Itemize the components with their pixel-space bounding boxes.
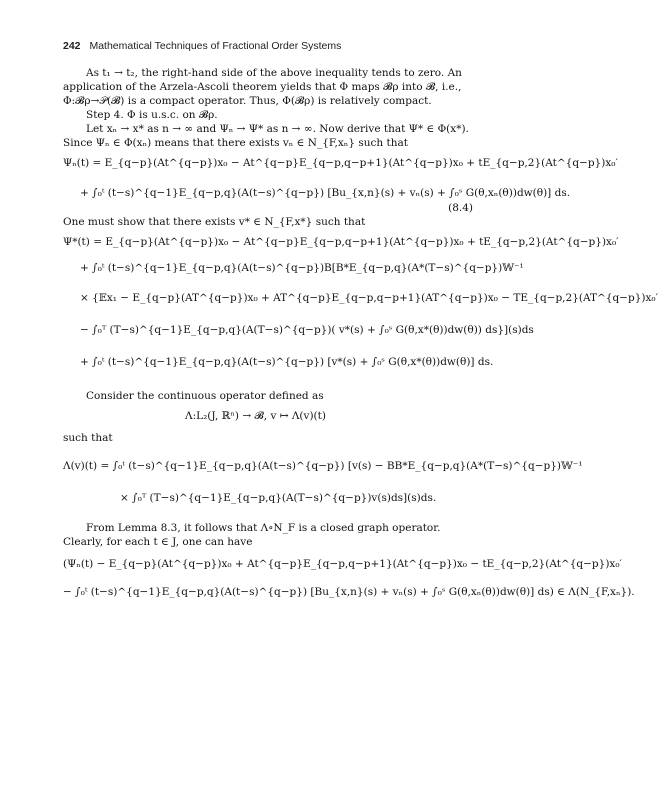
text-line-l7: Ψₙ(t) = E_{q−p}(At^{q−p})x₀ − At^{q−p}E_{q−p,q−p+1}(At^{q−p})x₀ + tE_{q−p,2}(At^{q−p})x₀′ [63, 157, 618, 169]
text-line-l21: Clearly, for each t ∈ J, one can have [63, 536, 253, 548]
text-line-l20: From Lemma 8.3, it follows that Λ∘N_F is a closed graph operator. [86, 522, 441, 534]
text-line-l23: − ∫₀ᵗ (t−s)^{q−1}E_{q−p,q}(A(t−s)^{q−p}) [Bu_{x,n}(s) + vₙ(s) + ∫₀ˢ G(θ,xₙ(θ))dw(θ)] ds) ∈ Λ(N_{F,xₙ}). [63, 586, 635, 598]
text-line-l10: Ψ*(t) = E_{q−p}(At^{q−p})x₀ − At^{q−p}E_{q−p,q−p+1}(At^{q−p})x₀ + tE_{q−p,2}(At^{q−p})x₀′ [63, 236, 619, 248]
text-line-l14: + ∫₀ᵗ (t−s)^{q−1}E_{q−p,q}(A(t−s)^{q−p}) [v*(s) + ∫₀ˢ G(θ,x*(θ))dw(θ)] ds. [80, 356, 494, 368]
text-line-l12: × {𝔼x₁ − E_{q−p}(AT^{q−p})x₀ + AT^{q−p}E_{q−p,q−p+1}(AT^{q−p})x₀ − TE_{q−p,2}(AT^{q−p})x₀′ [80, 292, 658, 304]
text-line-l5: Let xₙ → x* as n → ∞ and Ψₙ → Ψ* as n → ∞. Now derive that Ψ* ∈ Φ(x*). [86, 123, 469, 135]
text-line-l3: Φ:𝓑ρ→𝒫(𝓑) is a compact operator. Thus, Φ(𝓑ρ) is relatively compact. [63, 95, 432, 107]
text-line-l1: As t₁ → t₂, the right-hand side of the above inequality tends to zero. An [86, 67, 462, 79]
text-line-l18: Λ(v)(t) = ∫₀ᵗ (t−s)^{q−1}E_{q−p,q}(A(t−s)^{q−p}) [v(s) − BB*E_{q−p,q}(A*(T−s)^{q−p})𝕎⁻¹ [63, 460, 583, 472]
text-line-l13: − ∫₀ᵀ (T−s)^{q−1}E_{q−p,q}(A(T−s)^{q−p})( v*(s) + ∫₀ˢ G(θ,x*(θ))dw(θ)) ds}](s)ds [80, 324, 534, 336]
text-line-l19: × ∫₀ᵀ (T−s)^{q−1}E_{q−p,q}(A(T−s)^{q−p})v(s)ds](s)ds. [120, 492, 437, 504]
text-line-l9: One must show that there exists v* ∈ N_{F,x*} such that [63, 216, 366, 228]
text-line-l17: such that [63, 432, 113, 444]
text-line-l8: + ∫₀ᵗ (t−s)^{q−1}E_{q−p,q}(A(t−s)^{q−p}) [Bu_{x,n}(s) + vₙ(s) + ∫₀ˢ G(θ,xₙ(θ))dw(θ)] ds. [80, 187, 571, 199]
running-header [63, 40, 341, 52]
running-title: Mathematical Techniques of Fractional Order Systems [89, 40, 342, 52]
text-line-l6: Since Ψₙ ∈ Φ(xₙ) means that there exists vₙ ∈ N_{F,xₙ} such that [63, 137, 408, 149]
text-line-l4: Step 4. Φ is u.s.c. on 𝓑ρ. [86, 109, 218, 121]
text-line-l16: Λ:L₂(J, ℝⁿ) → 𝓑, v ↦ Λ(v)(t) [185, 410, 326, 422]
page-number: 242 [63, 40, 81, 52]
equation-number: (8.4) [448, 202, 473, 214]
text-line-l15: Consider the continuous operator defined as [86, 390, 324, 402]
text-line-l22: (Ψₙ(t) − E_{q−p}(At^{q−p})x₀ + At^{q−p}E_{q−p,q−p+1}(At^{q−p})x₀ − tE_{q−p,2}(At^{q−p})x₀′ [63, 558, 622, 570]
text-line-l2: application of the Arzela-Ascoli theorem yields that Φ maps 𝓑ρ into 𝓑, i.e., [63, 81, 462, 93]
text-line-l11: + ∫₀ᵗ (t−s)^{q−1}E_{q−p,q}(A(t−s)^{q−p})B[B*E_{q−p,q}(A*(T−s)^{q−p})𝕎⁻¹ [80, 262, 524, 274]
